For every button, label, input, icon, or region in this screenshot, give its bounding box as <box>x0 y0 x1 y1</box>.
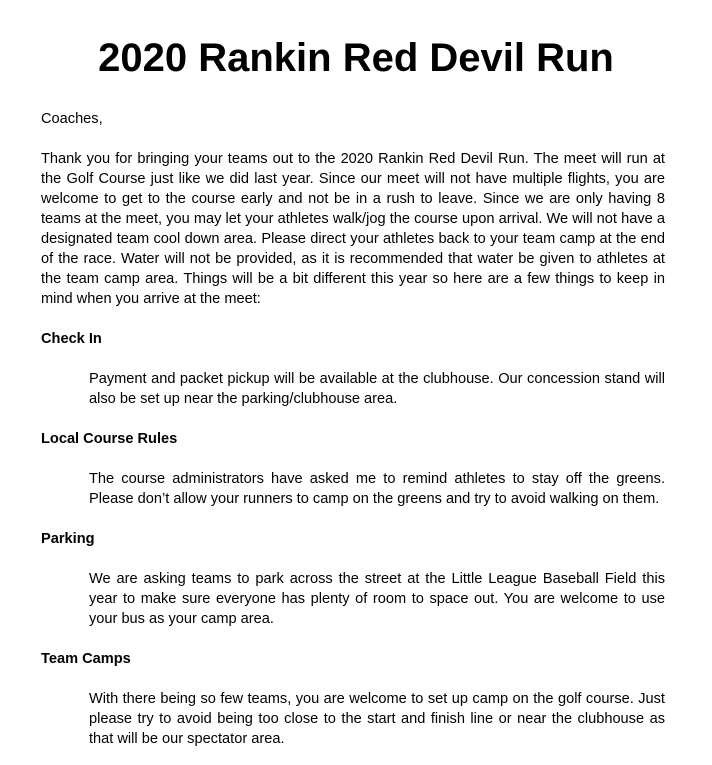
document-title: 2020 Rankin Red Devil Run <box>98 36 614 80</box>
greeting: Coaches, <box>41 111 103 127</box>
section-heading-team-camps: Team Camps <box>41 651 131 667</box>
intro-paragraph: Thank you for bringing your teams out to the 2020 Rankin Red Devil Run. The meet will run at the Golf Course just like we did last year. Since our meet will not have multiple flights, you are welcome to get to the course early and not be in a rush to leave. Since we are only having 8 teams at the meet, you may let your athletes walk/jog the course upon arrival. We will not have a designated team cool down area. Please direct your athletes back to your team camp at the end of the race. Water will not be provided, as it is recommended that water be given to athletes at the team camp area. Things will be a bit different this year so here are a few things to keep in mind when you arrive at the meet: <box>41 151 665 307</box>
section-body-check-in: Payment and packet pickup will be available at the clubhouse. Our concession stand will also be set up near the parking/clubhouse area. <box>89 371 665 407</box>
section-heading-local-course-rules: Local Course Rules <box>41 431 178 447</box>
section-body-local-course-rules: The course administrators have asked me to remind athletes to stay off the greens. Please don’t allow your runners to camp on the greens and try to avoid walking on them. <box>89 471 665 507</box>
section-body-parking: We are asking teams to park across the street at the Little League Baseball Field this year to make sure everyone has plenty of room to space out. You are welcome to use your bus as your camp area. <box>89 571 665 627</box>
section-body-team-camps: With there being so few teams, you are welcome to set up camp on the golf course. Just please try to avoid being too close to the start and finish line or near the clubhouse as that will be our spectator area. <box>89 691 665 747</box>
section-heading-check-in: Check In <box>41 331 102 347</box>
section-heading-parking: Parking <box>41 531 95 547</box>
